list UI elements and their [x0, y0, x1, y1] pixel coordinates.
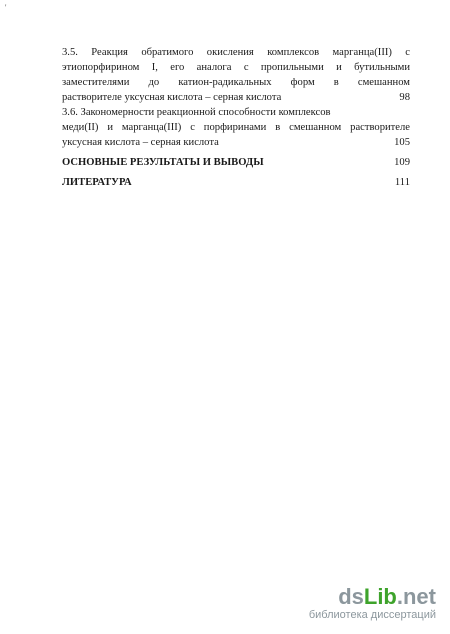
toc-page-number: 105: [394, 137, 410, 148]
toc-entry-label: ОСНОВНЫЕ РЕЗУЛЬТАТЫ И ВЫВОДЫ: [62, 157, 264, 168]
toc-entry-results[interactable]: [62, 154, 410, 172]
corner-mark: ': [5, 3, 7, 12]
toc-entry-line: 3.6. Закономерности реакционной способности комплексов: [62, 107, 331, 118]
toc-page-number: 111: [394, 177, 410, 188]
toc-entry-line: заместителями до катион-радикальных форм в смешанном: [62, 77, 410, 88]
toc-entry-3-6[interactable]: [62, 105, 410, 150]
toc-entry-literature[interactable]: [62, 174, 410, 192]
dslib-watermark[interactable]: [309, 585, 436, 622]
dslib-subtitle: библиотека диссертаций: [308, 609, 436, 621]
toc-entry-3-5[interactable]: [62, 45, 410, 105]
toc-page-number: 109: [394, 157, 410, 168]
toc-entry-line: растворителе уксусная кислота – серная кислота: [62, 92, 282, 103]
toc-entry-line: 3.5. Реакция обратимого окисления комплексов марганца(III) с: [62, 47, 410, 58]
toc-entry-line: меди(II) и марганца(III) с порфиринами в смешанном растворителе: [62, 122, 410, 133]
table-of-contents: [62, 45, 410, 192]
toc-page-number: 98: [399, 92, 410, 103]
toc-entry-line: этиопорфирином I, его аналога с пропильными и бутильными: [62, 62, 410, 73]
toc-entry-line: уксусная кислота – серная кислота: [62, 137, 219, 148]
toc-entry-label: ЛИТЕРАТУРА: [62, 177, 132, 188]
dslib-logo: dsLib.net: [338, 584, 436, 609]
